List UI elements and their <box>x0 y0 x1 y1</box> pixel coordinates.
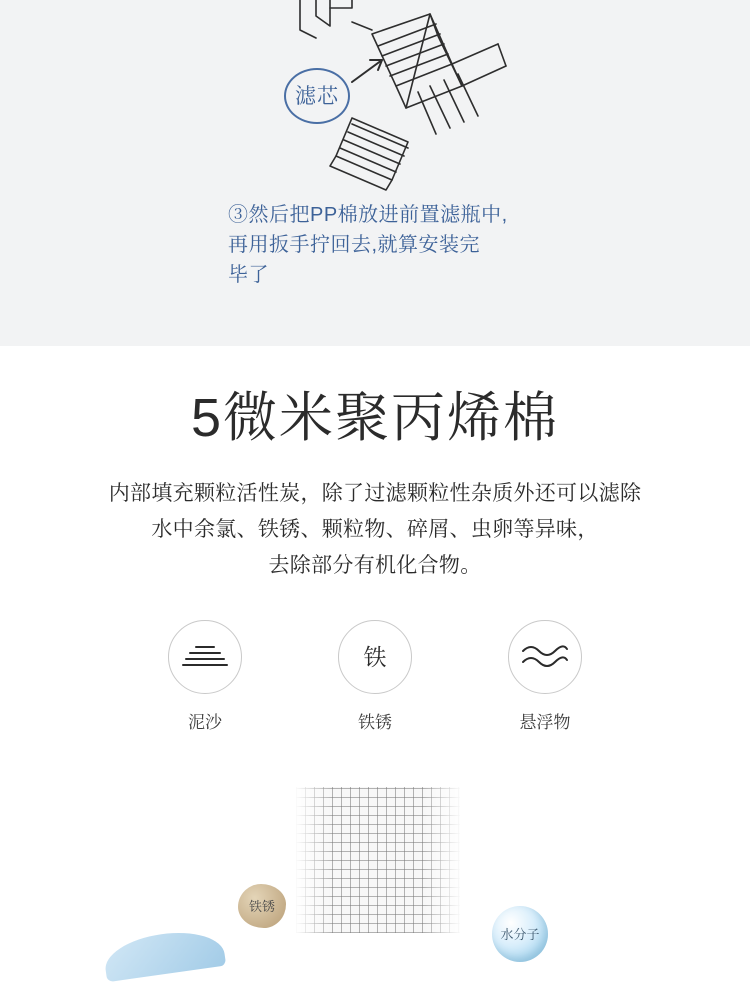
filter-cartridge-callout-bubble <box>284 68 350 124</box>
wave-lines-glyph <box>519 642 571 672</box>
step-number-marker: ③ <box>228 204 249 226</box>
rust-particle-badge <box>238 884 286 928</box>
mesh-fade-overlay <box>296 787 460 933</box>
description-line-2: 水中余氯、铁锈、颗粒物、碎屑、虫卵等异味， <box>151 518 599 541</box>
step-text-line-2: 再用扳手拧回去,就算安装完 <box>228 234 481 256</box>
product-description <box>30 476 720 584</box>
feature-item-rust <box>310 620 440 733</box>
feature-label-sediment: 泥沙 <box>188 713 222 732</box>
page-title: 5微米聚丙烯棉 <box>190 388 560 448</box>
filtration-feature-list <box>140 620 610 733</box>
headline-section <box>0 346 750 584</box>
installation-step-text <box>228 200 648 290</box>
wave-lines-icon <box>508 620 582 694</box>
feature-label-rust: 铁锈 <box>358 713 392 732</box>
bottom-imagery-section <box>0 787 750 933</box>
blue-water-shape <box>102 926 226 982</box>
installation-step-panel <box>0 0 750 346</box>
water-molecule-label: 水分子 <box>500 926 540 942</box>
sand-lines-icon <box>168 620 242 694</box>
sand-lines-glyph <box>182 644 228 670</box>
iron-character-icon <box>338 620 412 694</box>
filter-installation-illustration <box>0 0 750 210</box>
feature-item-suspended-solids <box>480 620 610 733</box>
step-text-line-1: 然后把PP棉放进前置滤瓶中, <box>248 204 508 226</box>
step-text-line-3: 毕了 <box>228 264 269 286</box>
feature-item-sediment <box>140 620 270 733</box>
feature-label-suspended-solids: 悬浮物 <box>519 713 571 732</box>
description-line-3: 去除部分有机化合物。 <box>268 554 482 577</box>
rust-particle-label: 铁锈 <box>248 898 275 914</box>
description-line-1: 内部填充颗粒活性炭，除了过滤颗粒性杂质外还可以滤除 <box>108 482 642 505</box>
water-molecule-badge <box>492 906 548 962</box>
filter-cartridge-callout-label: 滤芯 <box>295 84 339 108</box>
iron-character-glyph: 铁 <box>363 643 387 670</box>
